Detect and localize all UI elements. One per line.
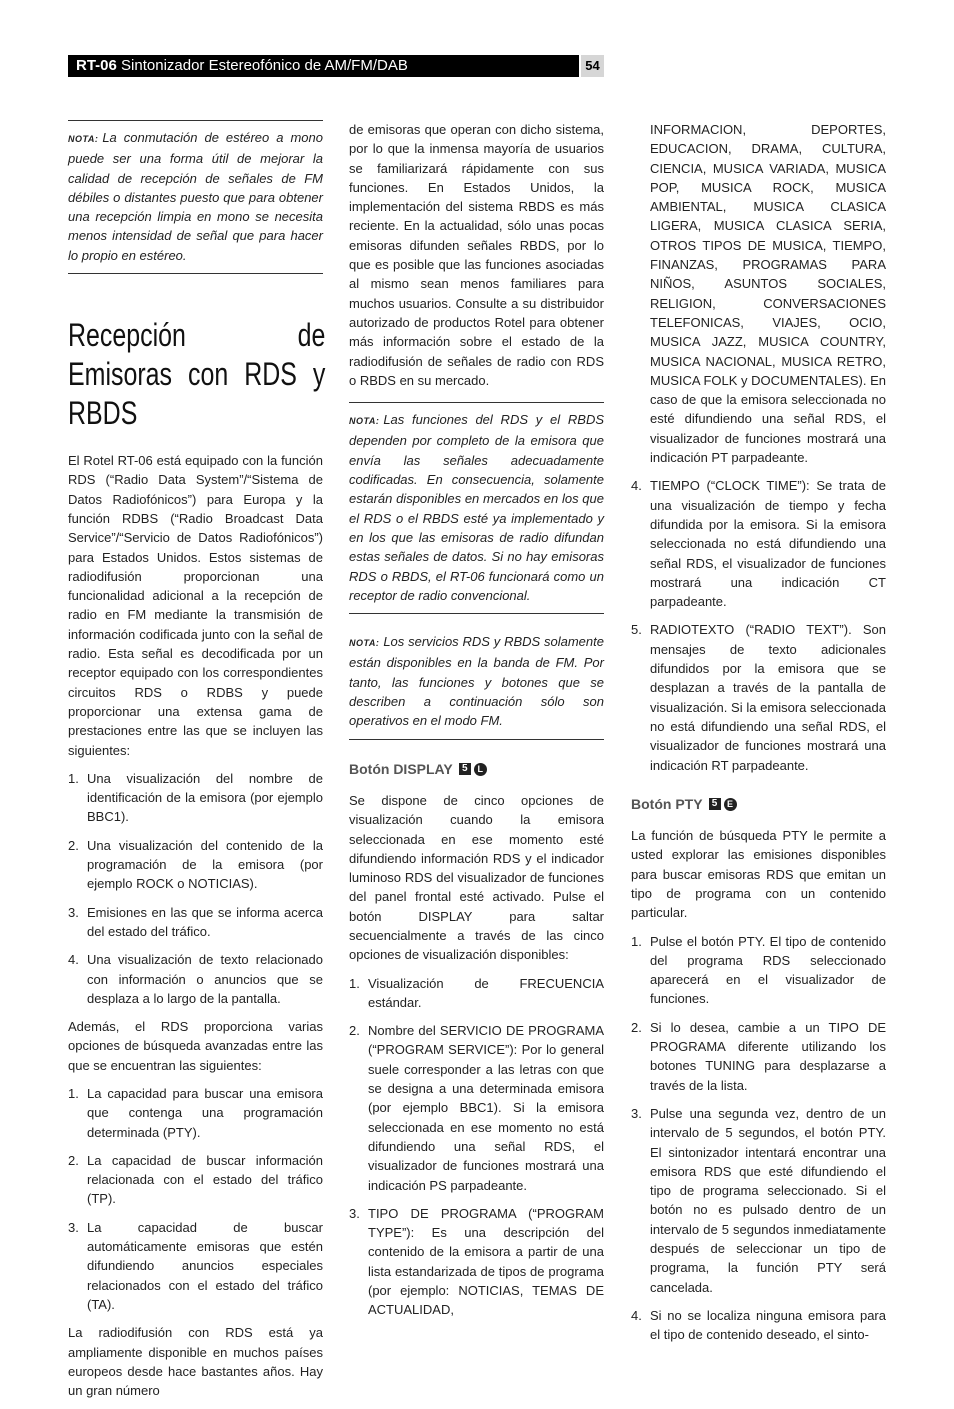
list-text: Visualización de FRECUENCIA estándar. (368, 975, 604, 1010)
column-3 (631, 120, 886, 1354)
list-text: Si lo desea, cambie a un TIPO DE PROGRAMA diferente utilizando los botones TUNING para desplazarse a través de la lista. (650, 1019, 886, 1093)
pty-heading-text: Botón PTY (631, 795, 703, 812)
note-label: NOTA: (349, 638, 380, 649)
display-heading (349, 760, 604, 779)
ref-circle-icon: L (474, 763, 487, 776)
list-item (68, 1151, 323, 1209)
note-text: Las funciones del RDS y el RBDS dependen por completo de la emisora que envía las señales adecuadamente codificadas. En consecuencia, solamente estarán disponibles en mercados en los que el RDS o el RBDS esté ya implementado y en los que las emisoras de radio difundan estas señales de datos. Si no hay emisoras RDS o RBDS, el RT-06 funcionará como un receptor de radio convencional. (349, 412, 604, 603)
note-stereo (68, 120, 323, 274)
display-options-list-continued (631, 476, 886, 774)
note-text: Los servicios RDS y RBDS solamente están disponibles en la banda de FM. Por tanto, las funciones y botones que se describen a continuación sólo son operativos en el modo FM. (349, 634, 604, 729)
list-text: Si no se localiza ninguna emisora para el tipo de contenido deseado, el sinto- (650, 1307, 886, 1343)
list-number: 1. (631, 933, 642, 949)
list-item (68, 1084, 323, 1142)
list-number: 3. (68, 904, 79, 920)
list-text: TIEMPO (“CLOCK TIME”): Se trata de una visualización de tiempo y fecha difundida por la emisora. Si la emisora seleccionada no está difundiendo una señal RDS, el visualizador de funciones mostrará una indicación CT parpadeante. (650, 478, 886, 610)
list-number: 4. (631, 1307, 642, 1323)
list-item (68, 950, 323, 1008)
column-1 (68, 120, 326, 1409)
list-item (631, 1104, 886, 1297)
list-text: La capacidad de buscar información relacionada con el estado del tráfico (TP). (87, 1152, 323, 1207)
list-text: Emisiones en las que se informa acerca del estado del tráfico. (87, 904, 323, 939)
paragraph: Además, el RDS proporciona varias opciones de búsqueda avanzadas entre las que se encuentran las siguientes: (68, 1019, 323, 1073)
paragraph: La radiodifusión con RDS está ya ampliamente disponible en muchos países europeos desde hace bastantes años. Hay un gran número (68, 1325, 323, 1399)
list-text: Una visualización de texto relacionado con información o anuncios que se desplaza a lo largo de la pantalla. (87, 952, 323, 1006)
list-continuation: INFORMACION, DEPORTES, EDUCACION, DRAMA, CULTURA, CIENCIA, MUSICA VARIADA, MUSICA POP, MUSICA ROCK, MUSICA AMBIENTAL, MUSICA CLASICA LIGERA, MUSICA CLASICA SERIA, OTROS TIPOS DE MUSICA, TIEMPO, FINANZAS, PROGRAMAS PARA NIÑOS, ASUNTOS SOCIALES, RELIGION, CONVERSACIONES TELEFONICAS, VIAJES, OCIO, MUSICA JAZZ, MUSICA COUNTRY, MUSICA NACIONAL, MUSICA RETRO, MUSICA FOLK y DOCUMENTALES). En caso de que la emisora seleccionada no esté difundiendo una señal RDS, el visualizador de funciones mostrará una indicación PT parpadeante. (650, 122, 886, 466)
list-item (631, 620, 886, 774)
paragraph: La función de búsqueda PTY le permite a usted explorar las emisiones disponibles para buscar emisoras RDS que emitan un tipo de programa con un contenido particular. (631, 828, 886, 921)
list-item (349, 1204, 604, 1320)
list-text: Pulse el botón PTY. El tipo de contenido del programa RDS seleccionado aparecerá en el visualizador de funciones. (650, 933, 886, 1007)
note-text: La conmutación de estéreo a mono puede ser una forma útil de mejorar la calidad de recepción de señales de FM débiles o distantes puesto que para obtener una recepción limpia en mono se necesita menos intensidad de señal que para hacer lo propio en estéreo. (68, 130, 323, 263)
list-number: 1. (349, 975, 360, 991)
pty-steps-list (631, 932, 886, 1345)
list-item (68, 769, 323, 827)
column-2 (349, 120, 604, 1329)
header-title: Sintonizador Estereofónico de AM/FM/DAB (121, 57, 408, 74)
model-name: RT-06 (76, 57, 117, 74)
list-number: 4. (68, 952, 79, 968)
list-item (68, 903, 323, 942)
ref-box-icon: 5 (709, 798, 721, 810)
ref-box-icon: 5 (459, 763, 471, 775)
list-number: 3. (349, 1205, 360, 1221)
note-label: NOTA: (68, 134, 99, 144)
list-item (631, 1306, 886, 1345)
list-text: Una visualización del contenido de la programación de la emisora (por ejemplo ROCK o NOTICIAS). (87, 837, 323, 892)
page-number: 54 (581, 55, 604, 77)
list-text: TIPO DE PROGRAMA (“PROGRAM TYPE”): Es una descripción del contenido de la emisora a partir de una lista estandarizada de tipos de programa (por ejemplo: NOTICIAS, TEMAS DE ACTUALIDAD, (368, 1205, 604, 1318)
note-fm-only (349, 626, 604, 739)
list-number: 5. (631, 622, 642, 638)
list-number: 3. (68, 1219, 79, 1235)
list-number: 2. (349, 1023, 360, 1039)
list-text: La capacidad para buscar una emisora que contenga una programación determinada (PTY). (87, 1085, 323, 1140)
paragraph: Se dispone de cinco opciones de visualización cuando la emisora seleccionada en ese momento esté difundiendo información RDS y el indicador luminoso RDS del visualizador de funciones del panel frontal esté activado. Pulse el botón DISPLAY para saltar secuencialmente a través de las cinco opciones de visualización disponibles: (349, 792, 604, 963)
list-item (631, 932, 886, 1009)
display-options-list (349, 974, 604, 1320)
list-item (631, 1018, 886, 1095)
list-number: 3. (631, 1105, 642, 1121)
note-rds-dependency (349, 402, 604, 614)
list-number: 1. (68, 770, 79, 786)
list-number: 2. (631, 1019, 642, 1035)
search-options-list (68, 1084, 323, 1314)
paragraph: El Rotel RT-06 está equipado con la función RDS (“Radio Data System”/“Sistema de Datos Radiofónicos”) para Europa y la función RDBS (“Radio Broadcast Data Service”/“Servicio de Datos Radiofónicos”) para Estados Unidos. Estos sistemas de radiodifusión proporcionan una funcionalidad adicional a la recepción de radio en FM mediante la transmisión de información codificada junto con la señal de radio. Esta señal es decodificada por un receptor equipado con los correspondientes circuitos RDS o RDBS y puede proporcionar una extensa gama de prestaciones entre las que se incluyen las siguientes: (68, 453, 323, 758)
list-number: 2. (68, 1152, 79, 1168)
list-item (68, 836, 323, 894)
page-header (68, 55, 604, 77)
ref-circle-icon: E (724, 798, 737, 811)
list-item (349, 1021, 604, 1195)
list-text: RADIOTEXTO (“RADIO TEXT”). Son mensajes de texto adicionales difundidos por la emisora que se desplazan a través de la pantalla de visualización. Si la emisora seleccionada no está difundiendo una señal RDS, el visualizador de funciones mostrará una indicación RT parpadeante. (650, 622, 886, 773)
note-label: NOTA: (349, 416, 380, 427)
list-text: La capacidad de buscar automáticamente emisoras que estén difundiendo anuncios especiales relacionados con el estado del tráfico (TA). (87, 1219, 323, 1312)
list-text: Pulse una segunda vez, dentro de un intervalo de 5 segundos, el botón PTY. El sintonizador intentará encontrar una emisora RDS que esté difundiendo el tipo de programa seleccionado. Si el botón no es pulsado dentro de un intervalo de 5 segundos inmediatamente después de seleccionar un tipo de programa, la función PTY será cancelada. (650, 1105, 886, 1295)
section-heading: Recepción de Emisoras con RDS y RBDS (68, 317, 326, 432)
feature-list (68, 769, 323, 1008)
pty-heading (631, 795, 886, 814)
list-item (68, 1218, 323, 1314)
list-text: Nombre del SERVICIO DE PROGRAMA (“PROGRAM SERVICE”): Por lo general suele corresponder a las letras con que se designa a una determinada emisora (por ejemplo BBC1). Si la emisora seleccionada en ese momento no está difundiendo una señal RDS, el visualizador de funciones mostrará una indicación PS parpadeante. (368, 1023, 604, 1193)
list-item (631, 476, 886, 611)
list-item (349, 974, 604, 1013)
list-number: 2. (68, 837, 79, 853)
list-number: 1. (68, 1085, 79, 1101)
header-bar (68, 55, 579, 77)
list-text: Una visualización del nombre de identificación de la emisora (por ejemplo BBC1). (87, 770, 323, 825)
display-heading-text: Botón DISPLAY (349, 760, 453, 777)
paragraph: de emisoras que operan con dicho sistema, por lo que la inmensa mayoría de usuarios se familiarizará rápidamente con sus funciones. En Estados Unidos, la implementación del sistema RBDS es más reciente. En la actualidad, sólo unas pocas emisoras difunden señales RBDS, por lo que es posible que las funciones asociadas al mismo sean menos familiares para muchos usuarios. Consulte a su distribuidor autorizado de productos Rotel para obtener más información sobre el estado de la radiodifusión de señales de radio con RDS o RBDS en su mercado. (349, 122, 604, 388)
list-number: 4. (631, 478, 642, 494)
